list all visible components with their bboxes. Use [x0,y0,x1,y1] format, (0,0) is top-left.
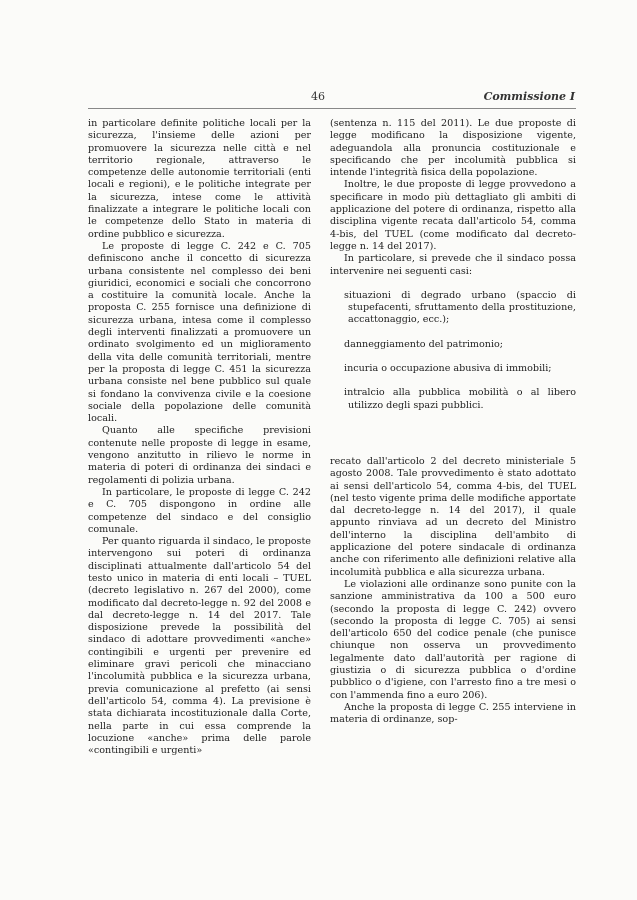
spacer [330,375,576,387]
list-item: danneggiamento del patrimonio; [344,338,504,350]
right-column-top [330,118,576,412]
right-column-bottom [330,456,576,727]
paragraph: In particolare, le proposte di legge C. 242 e C. 705 dispongono in ordine alle competenze del sindaco e del consiglio comunale. [88,486,311,535]
paragraph: Le proposte di legge C. 242 e C. 705 definiscono anche il concetto di sicurezza urbana consistente nel complesso dei beni giuridici, economici e sociali che concorrono a costituire la comunità locale. Anche la proposta C. 255 fornisce una definizione di sicurezza urbana, intesa come il complesso degli interventi finalizzati a promuovere un ordinato svolgimento ed un miglioramento della vita delle comunità territoriali, mentre per la proposta di legge C. 451 la sicurezza urbana consiste nel bene pubblico sul quale si fondano la convivenza civile e la coesione sociale della popolazione delle comunità locali. [88,240,311,425]
paragraph: Quanto alle specifiche previsioni contenute nelle proposte di legge in esame, vengono anzitutto in rilievo le norme in materia di poteri di ordinanza dei sindaci e regolamenti di polizia urbana. [88,425,311,486]
list-item: intralcio alla pubblica mobilità o al libero utilizzo degli spazi pubblici. [344,387,576,411]
paragraph: recato dall'articolo 2 del decreto ministeriale 5 agosto 2008. Tale provvedimento è stato adottato ai sensi dell'articolo 54, comma 4-bis, del TUEL (nel testo vigente prima delle modifiche apportate dal decreto-legge n. 14 del 2017), il quale appunto rinviava ad un decreto del Ministro dell'interno la disciplina dell'ambito di applicazione del potere sindacale di ordinanza anche con riferimento alle definizioni relative alla incolumità pubblica e alla sicurezza urbana. [330,456,576,578]
paragraph: (sentenza n. 115 del 2011). Le due proposte di legge modificano la disposizione vigente, adeguandola alla pronuncia costituzionale e specificando che per incolumità pubblica si intende l'integrità fisica della popolazione. [330,118,576,179]
spacer [330,327,576,339]
page-number: 46 [311,90,325,103]
list-item: situazioni di degrado urbano (spaccio di stupefacenti, sfruttamento della prostituzione, accattonaggio, ecc.); [344,289,576,326]
left-column [88,118,311,757]
list-item: incuria o occupazione abusiva di immobili; [344,363,552,375]
header-rule [88,108,576,109]
paragraph: Anche la proposta di legge C. 255 interviene in materia di ordinanze, sop- [330,701,576,726]
paragraph: Per quanto riguarda il sindaco, le proposte intervengono sui poteri di ordinanza disciplinati attualmente dall'articolo 54 del testo unico in materia di enti locali – TUEL (decreto legislativo n. 267 del 2000), come modificato dal decreto-legge n. 92 del 2008 e dal decreto-legge n. 14 del 2017. Tale disposizione prevede la possibilità del sindaco di adottare provvedimenti «anche» contingibili e urgenti per prevenire ed eliminare gravi pericoli che minacciano l'incolumità pubblica e la sicurezza urbana, previa comunicazione al prefetto (ai sensi dell'articolo 54, comma 4). La previsione è stata dichiarata incostituzionale dalla Corte, nella parte in cui essa comprende la locuzione «anche» prima delle parole «contingibili e urgenti» [88,536,311,757]
spacer [330,351,576,363]
spacer [330,278,576,290]
paragraph: In particolare, si prevede che il sindaco possa intervenire nei seguenti casi: [330,253,576,277]
paragraph: Le violazioni alle ordinanze sono punite con la sanzione amministrativa da 100 a 500 euro (secondo la proposta di legge C. 242) ovvero (secondo la proposta di legge C. 705) ai sensi dell'articolo 650 del codice penale (che punisce chiunque non osserva un provvedimento legalmente dato dall'autorità per ragione di giustizia o di sicurezza pubblica o d'ordine pubblico o d'igiene, con l'arresto fino a tre mesi o con l'ammenda fino a euro 206). [330,578,576,701]
paragraph: Inoltre, le due proposte di legge provvedono a specificare in modo più dettagliato gli ambiti di applicazione del potere di ordinanza, rispetto alla disciplina vigente recata dall'articolo 54, comma 4-bis, del TUEL (come modificato dal decreto-legge n. 14 del 2017). [330,179,576,252]
paragraph: in particolare definite politiche locali per la sicurezza, l'insieme delle azioni per promuovere la sicurezza nelle città e nel territorio regionale, attraverso le competenze delle autonomie territoriali (enti locali e regioni), e le politiche integrate per la sicurezza, intese come le attività finalizzate a integrare le politiche locali con le competenze dello Stato in materia di ordine pubblico e sicurezza. [88,118,311,240]
section-title: Commissione I [483,90,575,103]
